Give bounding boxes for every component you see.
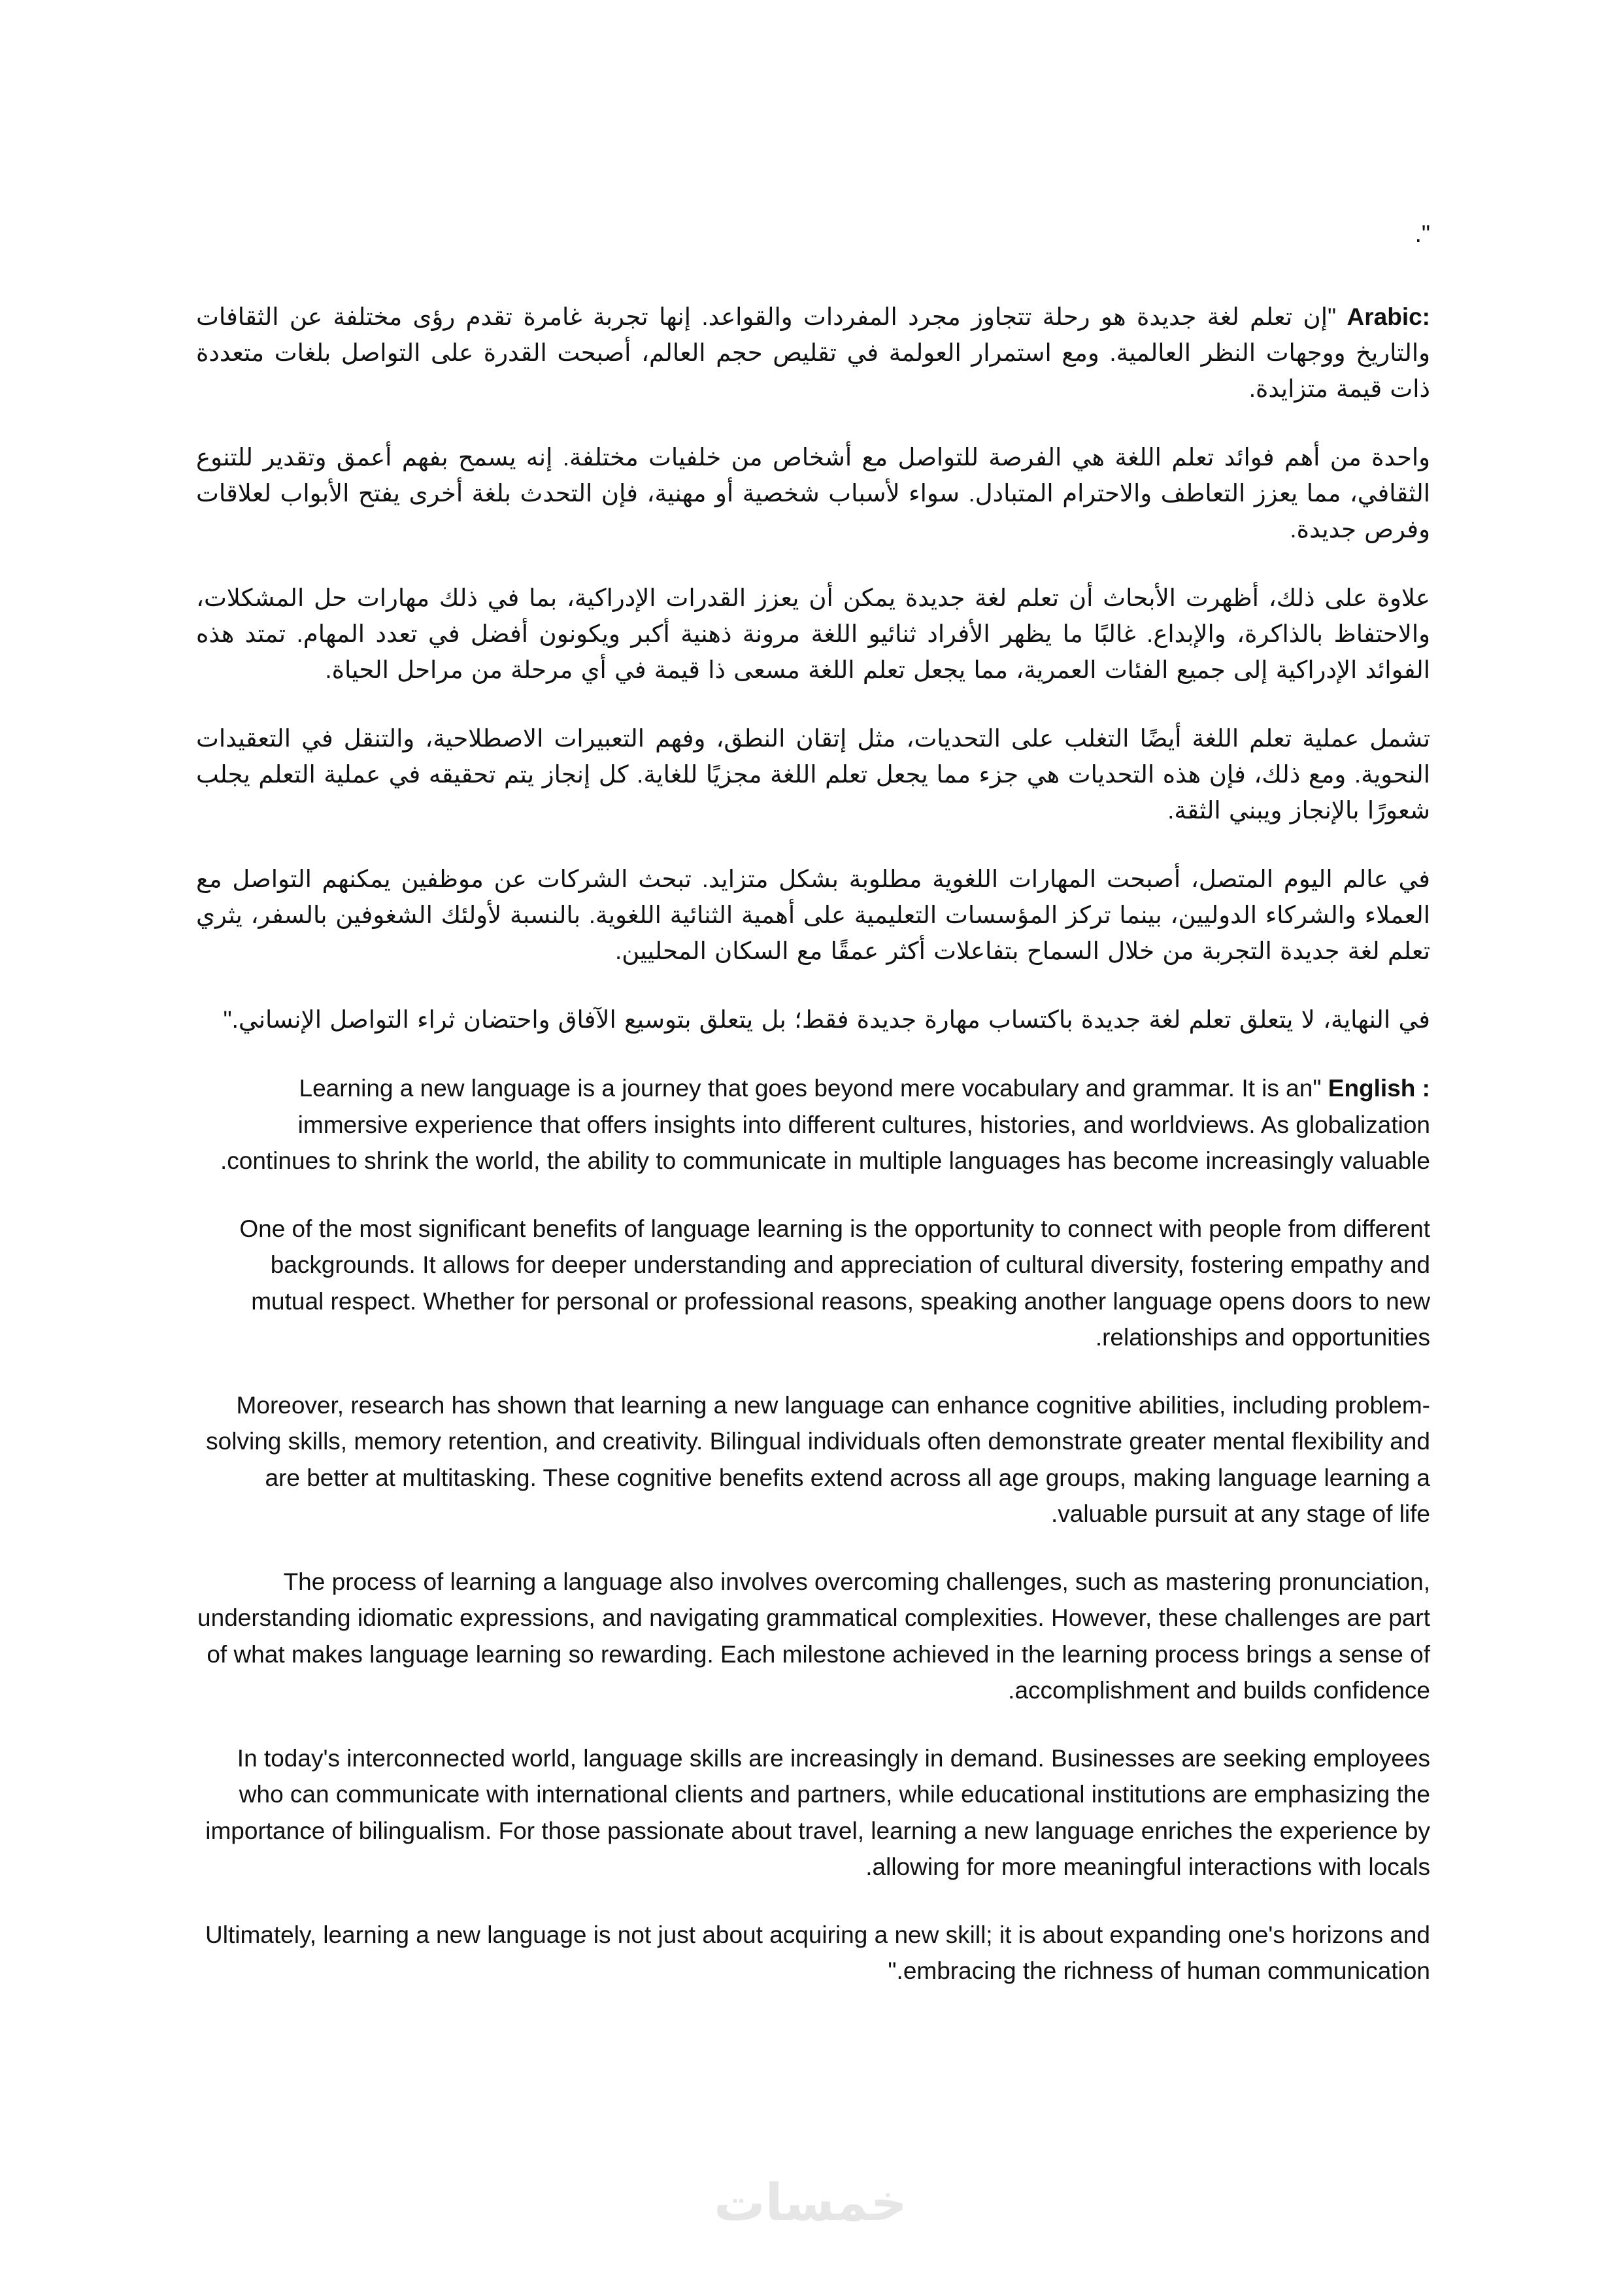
arabic-paragraph-1 bbox=[196, 299, 1430, 407]
document-page bbox=[196, 216, 1430, 2021]
english-paragraph-1-text: "Learning a new language is a journey that goes beyond mere vocabulary and grammar. It is an immersive experience that offers insights into different cultures, histories, and worldviews. As globalization continues to shrink the world, the ability to communicate in multiple languages has become increasingly valuable. bbox=[220, 1075, 1430, 1174]
english-label: English : bbox=[1328, 1075, 1430, 1102]
english-paragraph-5: In today's interconnected world, language skills are increasingly in demand. Businesses are seeking employees who can communicate with international clients and partners, while educational institutions are emphasizing the importance of bilingualism. For those passionate about travel, learning a new language enriches the experience by allowing for more meaningful interactions with locals. bbox=[205, 1744, 1430, 1880]
english-paragraph-4: The process of learning a language also involves overcoming challenges, such as mastering pronunciation, understanding idiomatic expressions, and navigating grammatical complexities. However, these challenges are part of what makes language learning so rewarding. Each milestone achieved in the learning process brings a sense of accomplishment and builds confidence. bbox=[197, 1568, 1430, 1704]
arabic-paragraph-3: علاوة على ذلك، أظهرت الأبحاث أن تعلم لغة جديدة يمكن أن يعزز القدرات الإدراكية، بما في ذلك مهارات حل المشكلات، والاحتفاظ بالذاكرة، والإبداع. غالبًا ما يظهر الأفراد ثنائيو اللغة مرونة ذهنية أكبر ويكونون أفضل في تعدد المهام. تمتد هذه الفوائد الإدراكية إلى جميع الفئات العمرية، مما يجعل تعلم اللغة مسعى ذا قيمة في أي مرحلة من مراحل الحياة. bbox=[196, 584, 1430, 683]
leading-quote-mark: ". bbox=[1414, 220, 1430, 247]
arabic-paragraph-2: واحدة من أهم فوائد تعلم اللغة هي الفرصة للتواصل مع أشخاص من خلفيات مختلفة. إنه يسمح بفهم أعمق وتقدير للتنوع الثقافي، مما يعزز التعاطف والاحترام المتبادل. سواء لأسباب شخصية أو مهنية، فإن التحدث بلغة أخرى يفتح الأبواب لعلاقات وفرص جديدة. bbox=[196, 444, 1430, 543]
arabic-paragraph-5: في عالم اليوم المتصل، أصبحت المهارات اللغوية مطلوبة بشكل متزايد. تبحث الشركات عن موظفين يمكنهم التواصل مع العملاء والشركاء الدوليين، بينما تركز المؤسسات التعليمية على أهمية الثنائية اللغوية. بالنسبة لأولئك الشغوفين بالسفر، يثري تعلم لغة جديدة التجربة من خلال السماح بتفاعلات أكثر عمقًا مع السكان المحليين. bbox=[196, 866, 1430, 964]
english-paragraph-6: Ultimately, learning a new language is not just about acquiring a new skill; it is about expanding one's horizons and embracing the richness of human communication." bbox=[205, 1921, 1430, 1984]
arabic-paragraph-1-text: "إن تعلم لغة جديدة هو رحلة تتجاوز مجرد المفردات والقواعد. إنها تجربة غامرة تقدم رؤى مختلفة عن الثقافات والتاريخ ووجهات النظر العالمية. ومع استمرار العولمة في تقليص حجم العالم، أصبحت القدرة على التواصل بلغات متعددة ذات قيمة متزايدة. bbox=[196, 303, 1430, 402]
english-paragraph-3: Moreover, research has shown that learning a new language can enhance cognitive abilities, including problem-solving skills, memory retention, and creativity. Bilingual individuals often demonstrate greater mental flexibility and are better at multitasking. These cognitive benefits extend across all age groups, making language learning a valuable pursuit at any stage of life. bbox=[206, 1391, 1430, 1527]
khamsat-watermark-logo: خمسات bbox=[714, 2174, 907, 2233]
arabic-paragraph-4: تشمل عملية تعلم اللغة أيضًا التغلب على التحديات، مثل إتقان النطق، وفهم التعبيرات الاصطلاحية، والتنقل في التعقيدات النحوية. ومع ذلك، فإن هذه التحديات هي جزء مما يجعل تعلم اللغة مجزيًا للغاية. كل إنجاز يتم تحقيقه في عملية التعلم يجلب شعورًا بالإنجاز ويبني الثقة. bbox=[196, 725, 1430, 824]
english-paragraph-2: One of the most significant benefits of language learning is the opportunity to connect with people from different backgrounds. It allows for deeper understanding and appreciation of cultural diversity, fostering empathy and mutual respect. Whether for personal or professional reasons, speaking another language opens doors to new relationships and opportunities. bbox=[239, 1215, 1430, 1351]
arabic-label: Arabic: bbox=[1347, 303, 1431, 330]
english-paragraph-1 bbox=[196, 1070, 1430, 1179]
arabic-paragraph-6: في النهاية، لا يتعلق تعلم لغة جديدة باكتساب مهارة جديدة فقط؛ بل يتعلق بتوسيع الآفاق واحتضان ثراء التواصل الإنساني." bbox=[223, 1006, 1430, 1033]
